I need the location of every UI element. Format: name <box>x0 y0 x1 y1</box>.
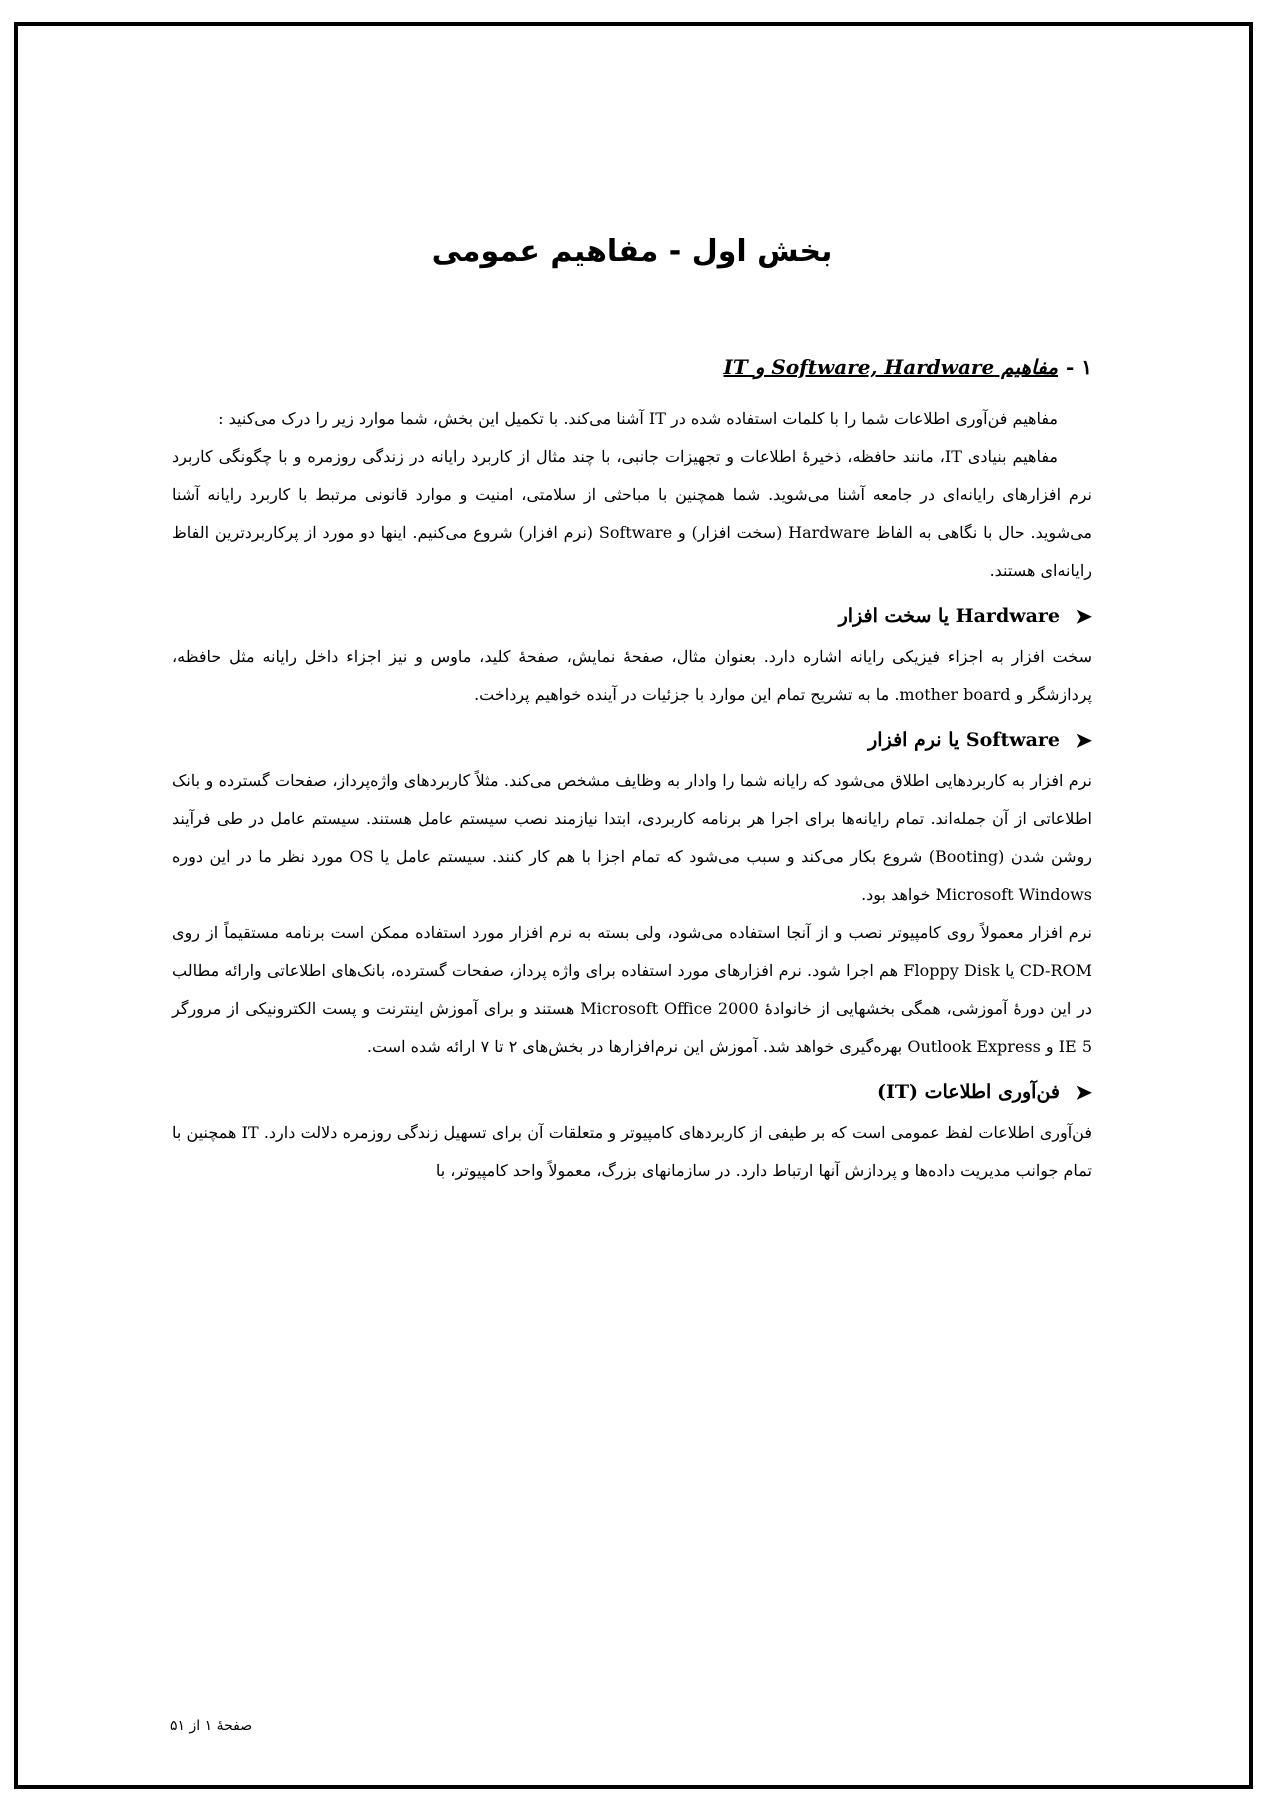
software-paragraph-1: نرم افزار به کاربردهایی اطلاق می‌شود که رایانه شما را وادار به وظایف مشخص می‌کند. مثلاً کاربردهای واژه‌پرداز، صفحات گسترده و بانک اطلاعاتی از آن جمله‌اند. تمام رایانه‌ها برای اجرا هر برنامه کاربردی، ابتدا نیازمند نصب سیستم عامل هستند. سیستم عامل در طی فرآیند روشن شدن (Booting) شروع بکار می‌کند و سبب می‌شود که تمام اجزا با هم کار کنند. سیستم عامل یا OS مورد نظر ما در این دوره Microsoft Windows خواهد بود. <box>172 771 1092 904</box>
document-content <box>172 232 1092 1190</box>
subsection-heading-text: فن‌آوری اطلاعات (IT) <box>876 1081 1060 1103</box>
subsection-heading-text: Software یا نرم افزار <box>868 729 1060 751</box>
arrow-bullet-icon: ➤ <box>1075 604 1092 628</box>
hardware-paragraph: سخت افزار به اجزاء فیزیکی رایانه اشاره دارد. بعنوان مثال، صفحهٔ نمایش، صفحهٔ کلید، ماوس و نیز اجزاء داخل رایانه مثل حافظه، پردازشگر و mother board. ما به تشریح تمام این موارد با جزئیات در آینده خواهیم پرداخت. <box>172 647 1092 704</box>
it-paragraph: فن‌آوری اطلاعات لفظ عمومی است که بر طیفی از کاربردهای کامپیوتر و متعلقات آن برای تسهیل زندگی روزمره دلالت دارد. IT همچنین با تمام جوانب مدیریت داده‌ها و پردازش آنها ارتباط دارد. در سازمانهای بزرگ، معمولاً واحد کامپیوتر، با <box>172 1123 1093 1180</box>
subsection-heading-text: Hardware یا سخت افزار <box>838 605 1060 627</box>
page-number-footer: صفحهٔ ۱ از ۵۱ <box>170 1718 253 1734</box>
section-number: ۱ - <box>1065 355 1092 379</box>
intro-paragraph-2: مفاهیم بنیادی IT، مانند حافظه، ذخیرهٔ اطلاعات و تجهیزات جانبی، با چند مثال از کاربرد رایانه در زندگی روزمره و با چگونگی کاربرد نرم افزارهای رایانه‌ای در جامعه آشنا می‌شوید. شما همچنین با مباحثی از سلامتی، امنیت و موارد قانونی مرتبط با کاربرد رایانه آشنا می‌شوید. حال با نگاهی به الفاظ Hardware (سخت افزار) و Software (نرم افزار) شروع می‌کنیم. اینها دو مورد از پرکاربردترین الفاظ رایانه‌ای هستند. <box>172 447 1093 580</box>
subsection-heading-software <box>172 720 1092 760</box>
subsection-heading-hardware <box>172 596 1092 636</box>
arrow-bullet-icon: ➤ <box>1075 728 1092 752</box>
section-heading-text: مفاهیم Software, Hardware و IT <box>723 355 1058 379</box>
subsection-heading-it <box>172 1072 1092 1112</box>
software-paragraph-2: نرم افزار معمولاً روی کامپیوتر نصب و از آنجا استفاده می‌شود، ولی بسته به نرم افزار مورد استفاده ممکن است برنامه مستقیماً از روی CD-ROM یا Floppy Disk هم اجرا شود. نرم افزارهای مورد استفاده برای واژه پرداز، صفحات گسترده، بانک‌های اطلاعاتی وارائه مطالب در این دورهٔ آموزشی، همگی بخشهایی از خانوادهٔ Microsoft Office 2000 هستند و برای آموزش اینترنت و پست الکترونیکی از مرورگر IE 5 و Outlook Express بهره‌گیری خواهد شد. آموزش این نرم‌افزارها در بخش‌های ۲ تا ۷ ارائه شده است. <box>172 923 1093 1056</box>
intro-paragraph-1: مفاهیم فن‌آوری اطلاعات شما را با کلمات استفاده شده در IT آشنا می‌کند. با تکمیل این بخش، شما موارد زیر را درک می‌کنید : <box>218 409 1058 428</box>
section-heading <box>172 352 1092 382</box>
arrow-bullet-icon: ➤ <box>1075 1080 1092 1104</box>
page-title: بخش اول - مفاهیم عمومی <box>431 234 833 269</box>
